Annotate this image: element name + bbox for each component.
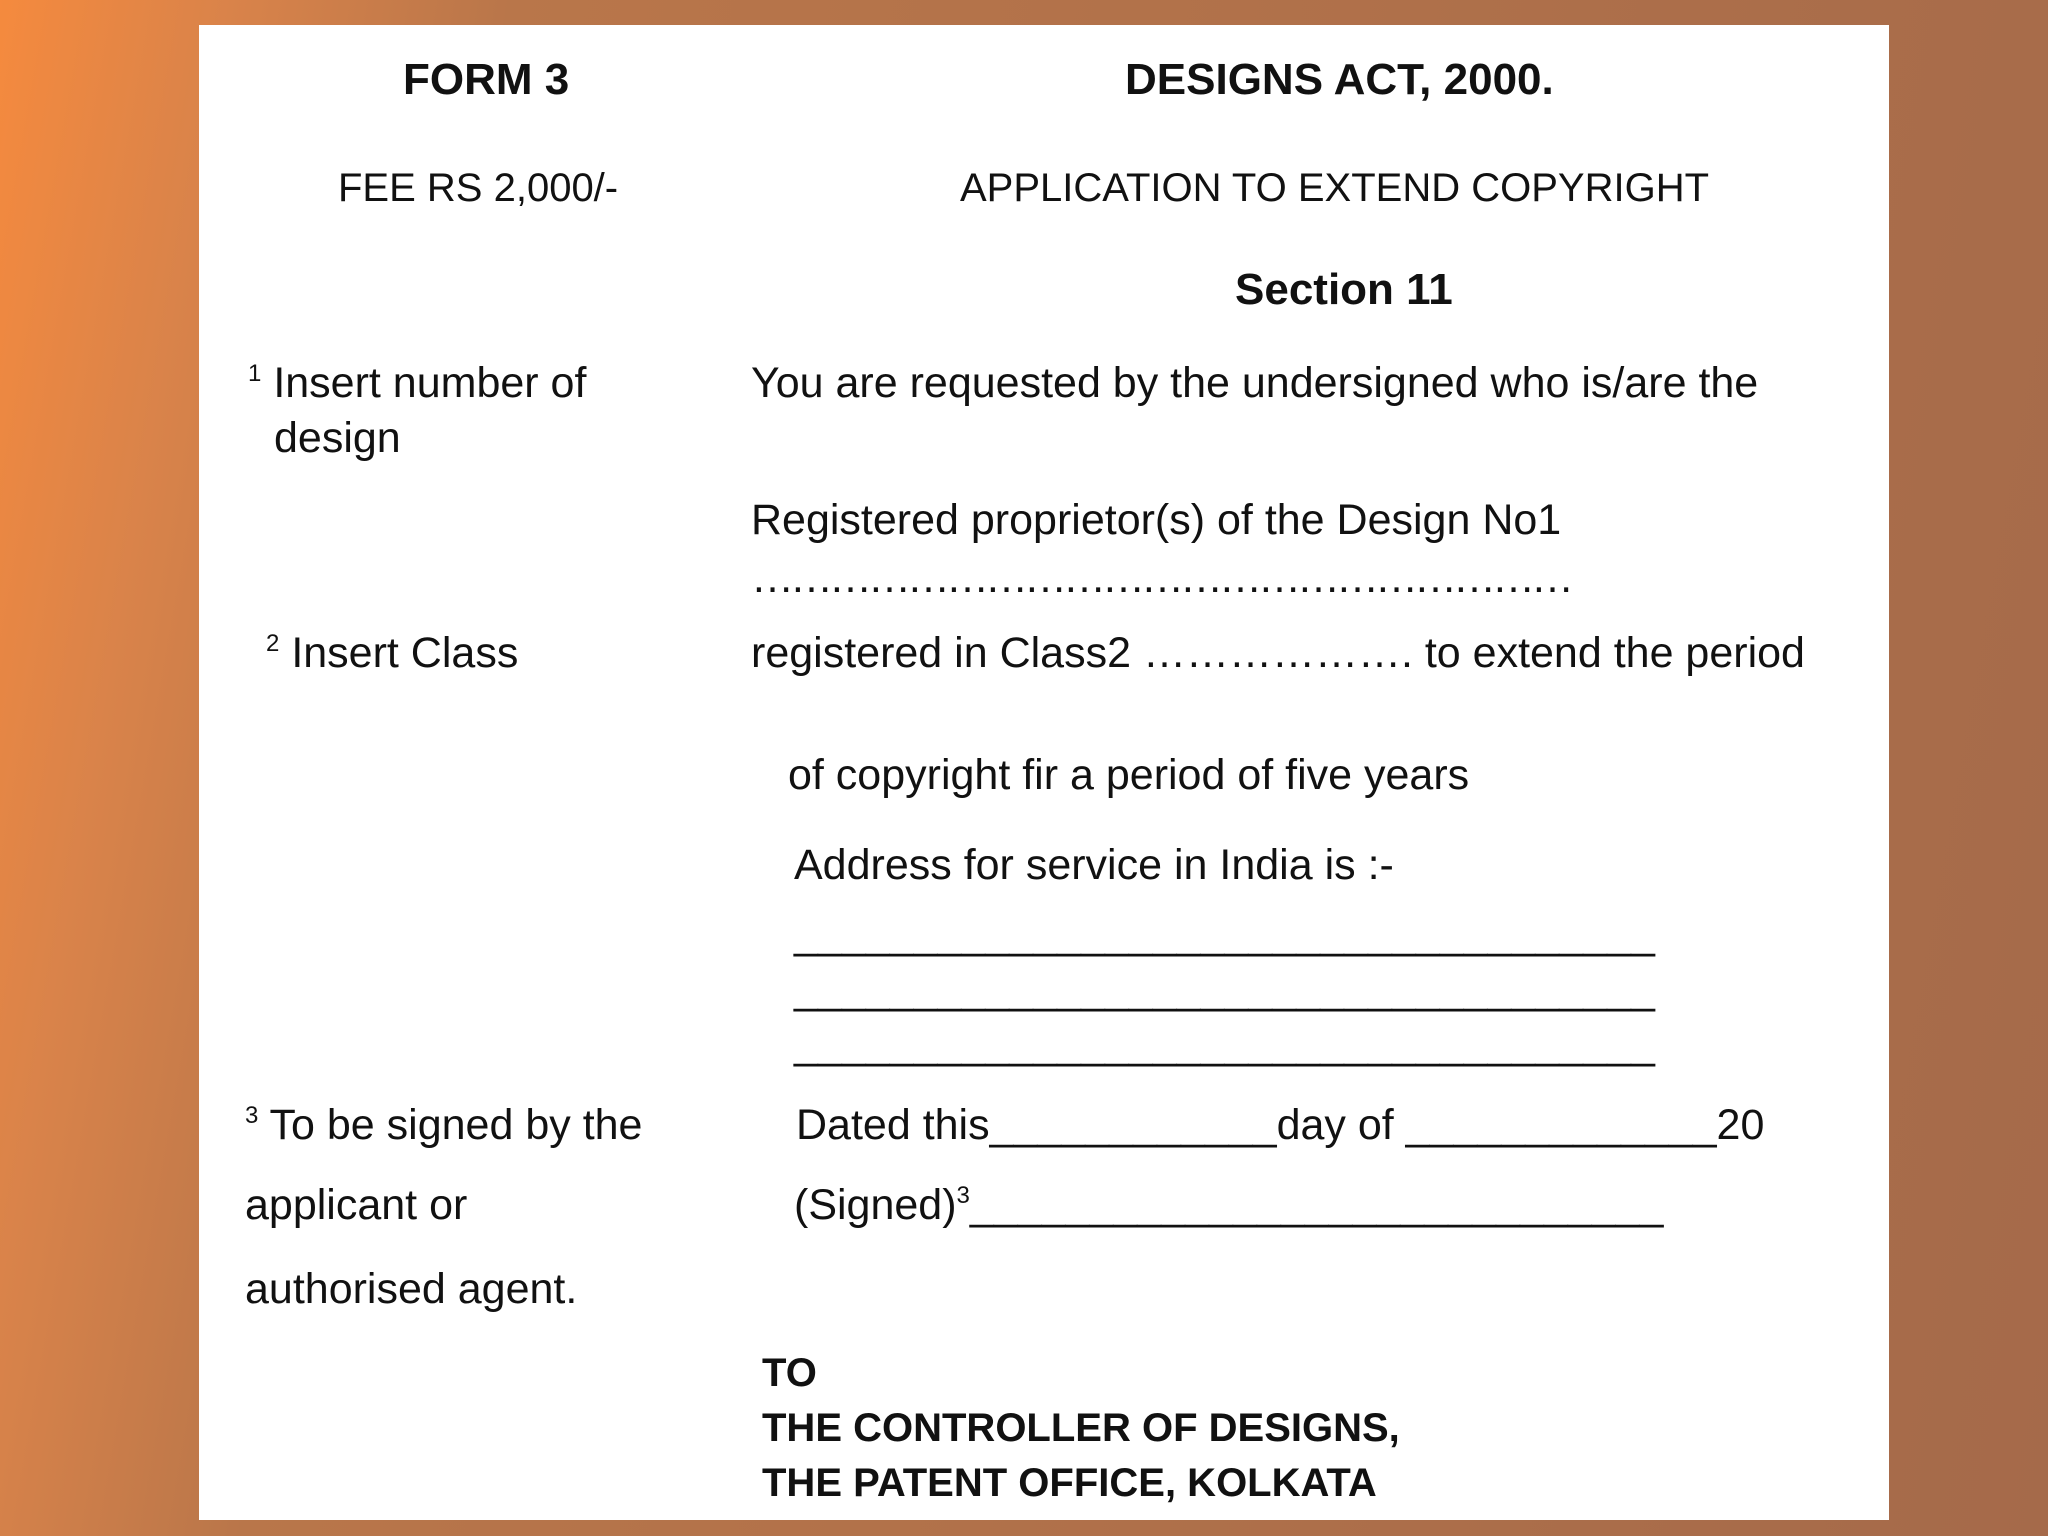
note-insert-number-line1: Insert number of [273, 359, 587, 407]
application-title: APPLICATION TO EXTEND COPYRIGHT [960, 166, 1710, 210]
design-number-dots: ……………………………………………………… [751, 554, 1570, 602]
period-line: of copyright fir a period of five years [788, 751, 1470, 799]
addressee-controller: THE CONTROLLER OF DESIGNS, [762, 1406, 1400, 1450]
address-line-1: ____________________________________ [794, 910, 1655, 958]
note-signature-line1: To be signed by the [269, 1101, 643, 1149]
note-signature [245, 1101, 642, 1150]
address-label: Address for service in India is :- [794, 841, 1394, 889]
signed-marker: 3 [956, 1182, 970, 1209]
addressee-to: TO [762, 1351, 817, 1395]
note-signature-line2: applicant or [245, 1181, 468, 1229]
form-page [199, 25, 1889, 1520]
address-line-2: ____________________________________ [794, 965, 1655, 1013]
section-heading: Section 11 [1235, 265, 1453, 314]
request-line: You are requested by the undersigned who is/are the [751, 359, 1759, 407]
note-insert-class [266, 629, 518, 678]
note-marker-2: 2 [266, 630, 280, 657]
note-marker-3: 3 [245, 1102, 259, 1129]
address-line-3: ____________________________________ [794, 1020, 1655, 1068]
note-insert-class-text: Insert Class [291, 629, 519, 677]
note-insert-number-line2: design [274, 414, 401, 462]
addressee-office: THE PATENT OFFICE, KOLKATA [762, 1461, 1377, 1505]
note-marker-1: 1 [248, 360, 262, 387]
form-label: FORM 3 [403, 55, 570, 104]
design-number-line: Registered proprietor(s) of the Design No1 [751, 496, 1562, 544]
note-insert-number [248, 359, 586, 408]
dated-line: Dated this____________day of _____________20 [796, 1101, 1765, 1149]
signed-line [794, 1181, 1663, 1230]
fee-text: FEE RS 2,000/- [338, 166, 619, 210]
class-line: registered in Class2 ………………. to extend the period [751, 629, 1805, 677]
note-signature-line3: authorised agent. [245, 1265, 578, 1313]
signed-label: (Signed) [794, 1181, 957, 1229]
act-title: DESIGNS ACT, 2000. [1125, 55, 1554, 104]
signature-blank: _____________________________ [969, 1181, 1664, 1229]
